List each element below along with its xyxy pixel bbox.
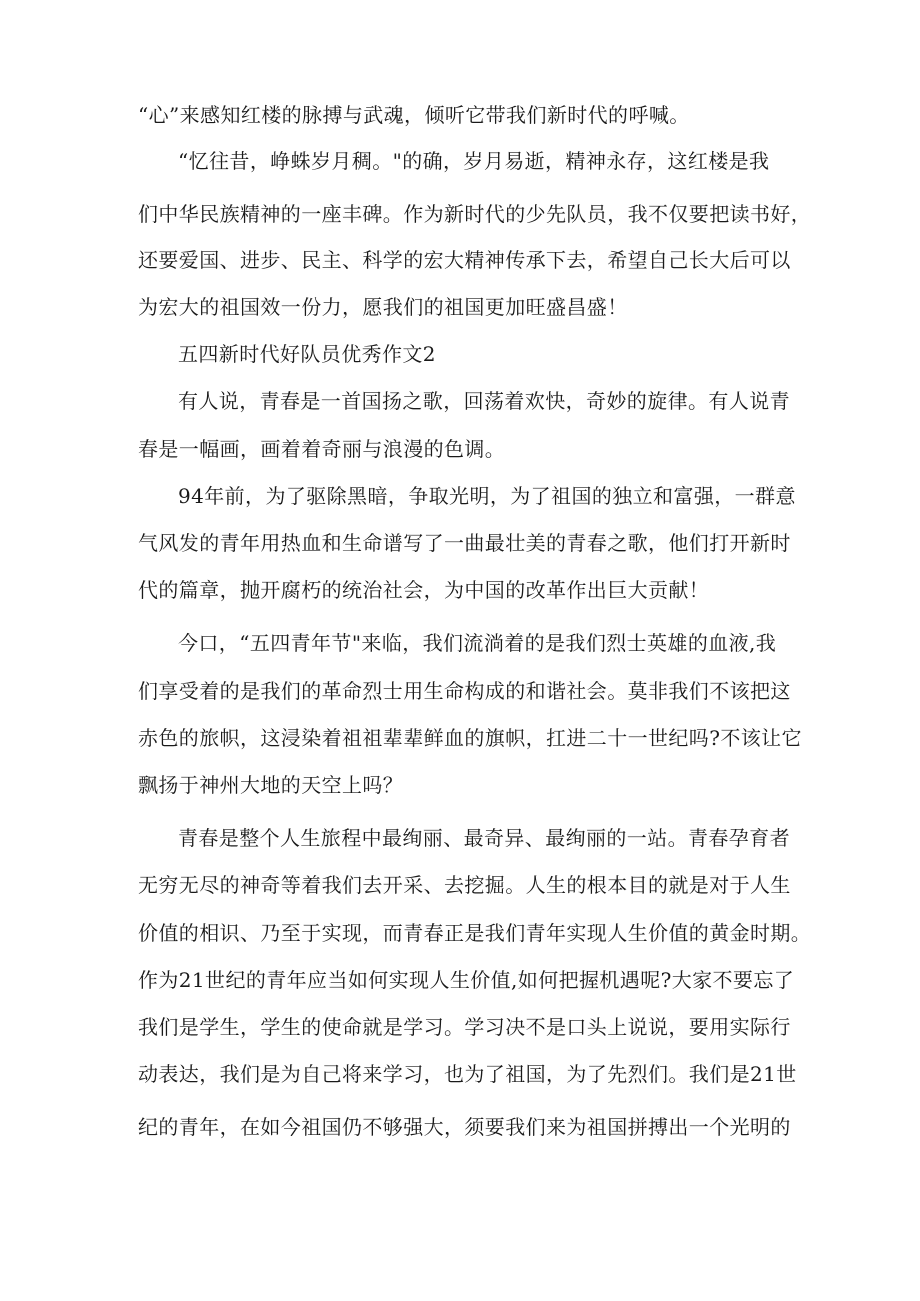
paragraph-line: 动表达，我们是为自己将来学习，也为了祖国，为了先烈们。我们是21世 bbox=[138, 1062, 797, 1086]
paragraph-line: 飘扬于神州大地的天空上吗？ bbox=[138, 773, 404, 797]
paragraph-line: 无穷无尽的神奇等着我们去开采、去挖掘。人生的根本目的就是对于人生 bbox=[138, 873, 791, 897]
paragraph-line: 赤色的旅帜，这浸染着祖祖辈辈鲜血的旗帜，扛进二十一世纪吗?不该让它 bbox=[138, 726, 802, 750]
paragraph-line: 青春是整个人生旅程中最绚丽、最奇异、最绚丽的一站。青春孕育者 bbox=[178, 826, 790, 850]
paragraph-line: 气风发的青年用热血和生命谱写了一曲最壮美的青春之歌，他们打开新时 bbox=[138, 531, 791, 555]
paragraph-line: 们享受着的是我们的革命烈士用生命构成的和谐社会。莫非我们不该把这 bbox=[138, 679, 791, 703]
paragraph-line: 春是一幅画，画着着奇丽与浪漫的色调。 bbox=[138, 437, 506, 461]
paragraph-line: 为宏大的祖国效一份力，愿我们的祖国更加旺盛昌盛！ bbox=[138, 295, 628, 319]
paragraph-line: 94年前，为了驱除黑暗，争取光明，为了祖国的独立和富强，一群意 bbox=[178, 484, 796, 508]
paragraph-line: 今口，“五四青年节"来临，我们流淌着的是我们烈士英雄的血液,我 bbox=[178, 631, 777, 655]
paragraph-line: “忆往昔，峥蛛岁月稠。"的确，岁月易逝，精神永存，这红楼是我 bbox=[178, 149, 770, 173]
paragraph-line: 价值的相识、乃至于实现，而青春正是我们青年实现人生价值的黄金时期。 bbox=[138, 921, 812, 945]
paragraph-line: 有人说，青春是一首国扬之歌，回荡着欢快，奇妙的旋律。有人说青 bbox=[178, 389, 790, 413]
paragraph-line: 还要爱国、进步、民主、科学的宏大精神传承下去，希望自己长大后可以 bbox=[138, 248, 791, 272]
paragraph-line: “心”来感知红楼的脉搏与武魂，倾听它带我们新时代的呼喊。 bbox=[138, 103, 690, 127]
paragraph-line: 我们是学生，学生的使命就是学习。学习决不是口头上说说，要用实际行 bbox=[138, 1015, 791, 1039]
paragraph-line: 代的篇章，抛开腐朽的统治社会，为中国的改革作出巨大贡献！ bbox=[138, 578, 710, 602]
section-heading: 五四新时代好队员优秀作文2 bbox=[178, 342, 436, 366]
paragraph-line: 作为21世纪的青年应当如何实现人生价值,如何把握机遇呢?大家不要忘了 bbox=[138, 968, 795, 992]
paragraph-line: 们中华民族精神的一座丰碑。作为新时代的少先队员，我不仅要把读书好， bbox=[138, 202, 812, 226]
paragraph-line: 纪的青年，在如今祖国仍不够强大，须要我们来为祖国拼搏出一个光明的 bbox=[138, 1115, 791, 1139]
